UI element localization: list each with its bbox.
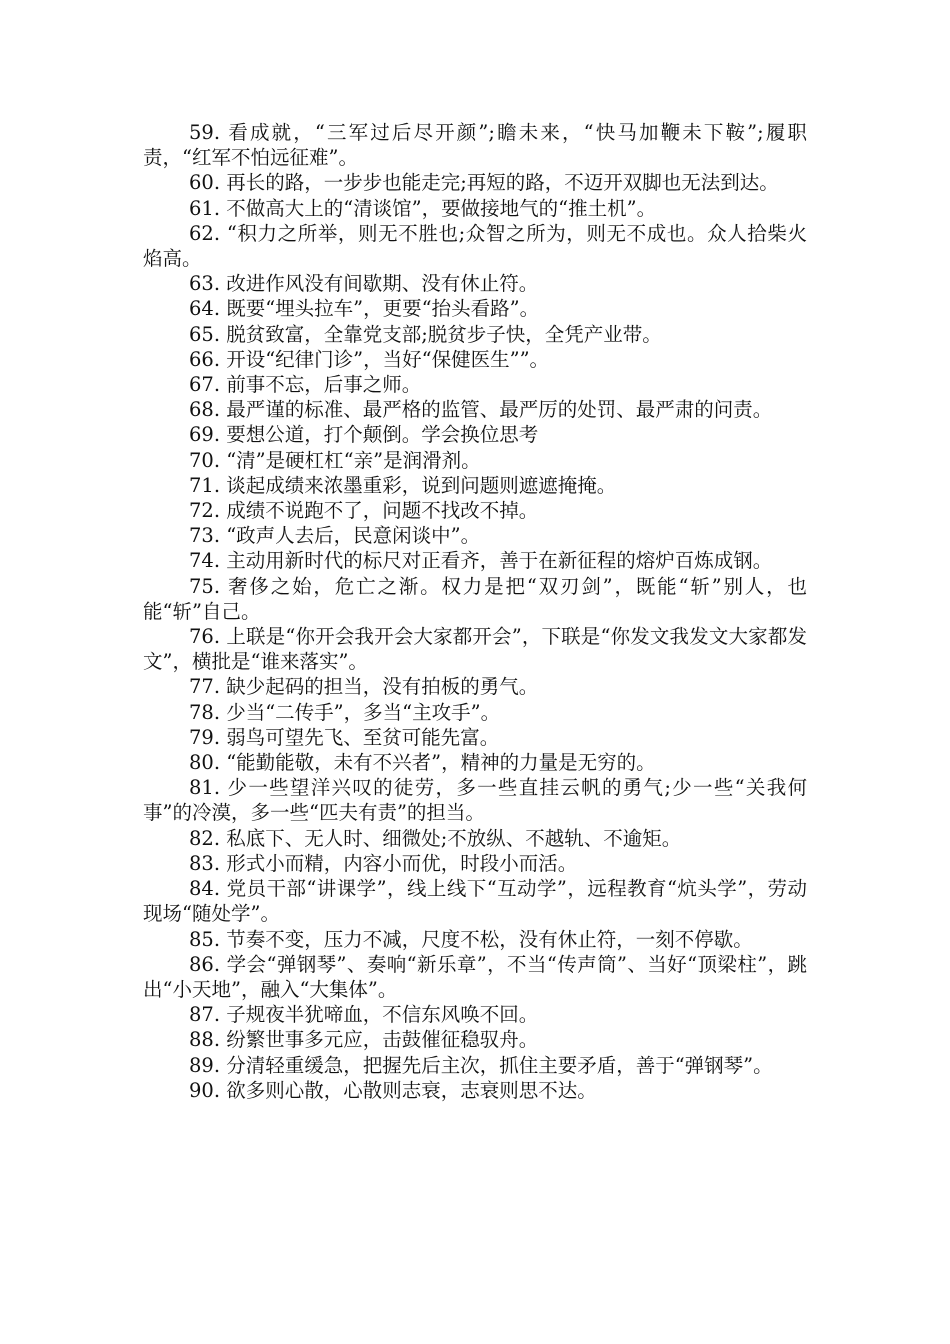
list-item: 69. 要想公道，打个颠倒。学会换位思考	[189, 423, 539, 447]
list-item: 74. 主动用新时代的标尺对正看齐，善于在新征程的熔炉百炼成钢。	[189, 549, 773, 573]
list-item: 78. 少当“二传手”，多当“主攻手”。	[189, 700, 501, 724]
quote-list	[143, 120, 807, 1103]
list-item: 77. 缺少起码的担当，没有拍板的勇气。	[189, 675, 539, 699]
list-item: 64. 既要“埋头拉车”，更要“抬头看路”。	[189, 297, 540, 321]
list-item: 65. 脱贫致富，全靠党支部;脱贫步子快，全凭产业带。	[189, 322, 662, 346]
list-item: 76. 上联是“你开会我开会大家都开会”，下联是“你发文我发文大家都发文”，横批是“谁来落实”。	[143, 625, 807, 674]
list-item: 71. 谈起成绩来浓墨重彩，说到问题则遮遮掩掩。	[189, 473, 617, 497]
list-item: 75. 奢侈之始，危亡之渐。权力是把“双刃剑”，既能“斩”别人，也能“斩”自己。	[143, 574, 807, 623]
list-item: 67. 前事不忘，后事之师。	[189, 373, 422, 397]
list-item: 83. 形式小而精，内容小而优，时段小而活。	[189, 851, 578, 875]
list-item: 82. 私底下、无人时、细微处;不放纵、不越轨、不逾矩。	[189, 826, 682, 850]
list-item: 73. “政声人去后，民意闲谈中”。	[189, 524, 481, 548]
list-item: 88. 纷繁世事多元应，击鼓催征稳驭舟。	[189, 1028, 539, 1052]
list-item: 81. 少一些望洋兴叹的徒劳，多一些直挂云帆的勇气;少一些“关我何事”的冷漠，多一些“匹夫有责”的担当。	[143, 776, 807, 825]
list-item: 60. 再长的路，一步步也能走完;再短的路，不迈开双脚也无法到达。	[189, 171, 779, 195]
list-item: 84. 党员干部“讲课学”，线上线下“互动学”，远程教育“炕头学”，劳动现场“随处学”。	[143, 877, 807, 926]
list-item: 90. 欲多则心散，心散则志衰，志衰则思不达。	[189, 1078, 597, 1102]
list-item: 86. 学会“弹钢琴”、奏响“新乐章”，不当“传声筒”、当好“顶梁柱”，跳出“小天地”，融入“大集体”。	[143, 952, 807, 1001]
list-item: 87. 子规夜半犹啼血，不信东风唤不回。	[189, 1003, 539, 1027]
list-item: 68. 最严谨的标准、最严格的监管、最严厉的处罚、最严肃的问责。	[189, 398, 773, 422]
list-item: 70. “清”是硬杠杠“亲”是润滑剂。	[189, 448, 481, 472]
list-item: 89. 分清轻重缓急，把握先后主次，抓住主要矛盾，善于“弹钢琴”。	[189, 1053, 773, 1077]
list-item: 80. “能勤能敬，未有不兴者”，精神的力量是无穷的。	[189, 751, 656, 775]
list-item: 63. 改进作风没有间歇期、没有休止符。	[189, 272, 539, 296]
list-item: 61. 不做高大上的“清谈馆”，要做接地气的“推土机”。	[189, 196, 657, 220]
list-item: 79. 弱鸟可望先飞、至贫可能先富。	[189, 725, 500, 749]
list-item: 72. 成绩不说跑不了，问题不找改不掉。	[189, 499, 539, 523]
list-item: 66. 开设“纪律门诊”，当好“保健医生””。	[189, 347, 550, 371]
list-item: 85. 节奏不变，压力不减，尺度不松，没有休止符，一刻不停歇。	[189, 927, 753, 951]
list-item: 59. 看成就，“三军过后尽开颜”;瞻未来，“快马加鞭未下鞍”;履职责，“红军不怕远征难”。	[143, 121, 807, 170]
list-item: 62. “积力之所举，则无不胜也;众智之所为，则无不成也。众人拾柴火焰高。	[143, 221, 807, 271]
